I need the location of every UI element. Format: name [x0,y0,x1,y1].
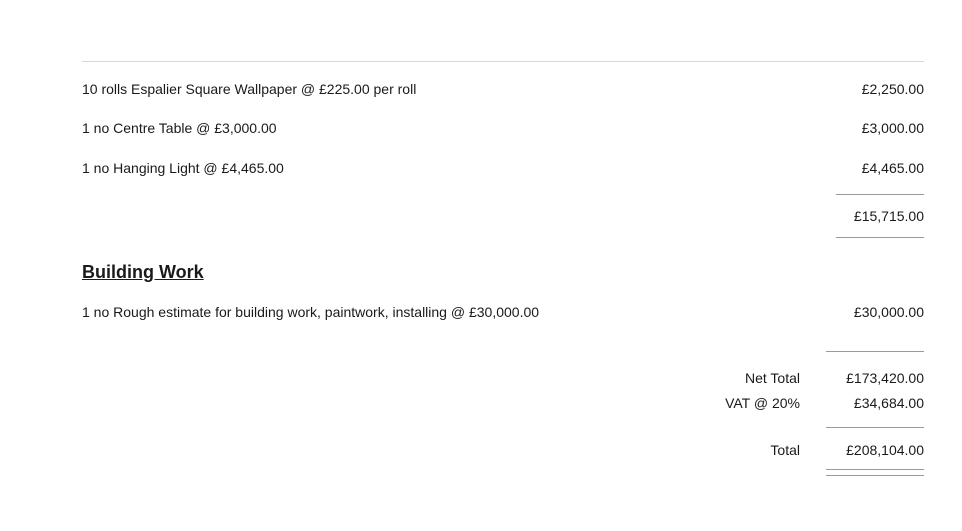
net-total-row [684,368,924,388]
line-item-amount: £2,250.00 [861,81,924,97]
net-total-value: £173,420.00 [846,370,924,386]
line-item-description: 1 no Rough estimate for building work, paintwork, installing @ £30,000.00 [82,304,540,320]
line-item [82,79,924,99]
subtotal-rule-top [836,194,924,195]
total-row [684,440,924,460]
vat-value: £34,684.00 [853,395,924,411]
line-item-amount: £4,465.00 [861,160,924,176]
line-item-description: 1 no Hanging Light @ £4,465.00 [82,160,284,176]
top-divider [82,61,924,62]
subtotal-amount: £15,715.00 [853,208,924,224]
line-item [82,158,924,178]
vat-label: VAT @ 20% [725,395,800,411]
total-double-rule-1 [826,469,924,470]
line-item-description: 1 no Centre Table @ £3,000.00 [82,120,277,136]
line-item-description: 10 rolls Espalier Square Wallpaper @ £225.00 per roll [82,81,417,97]
vat-row [684,393,924,413]
net-total-rule [826,351,924,352]
line-item-amount: £3,000.00 [861,120,924,136]
total-double-rule-2 [826,475,924,476]
line-item [82,118,924,138]
line-item-amount: £30,000.00 [853,304,924,320]
subtotal-rule-bottom [836,237,924,238]
net-total-label: Net Total [745,370,800,386]
total-rule-top [826,427,924,428]
total-label: Total [770,442,800,458]
total-value: £208,104.00 [846,442,924,458]
section-heading-building-work: Building Work [82,262,204,282]
building-work-item [82,302,924,322]
